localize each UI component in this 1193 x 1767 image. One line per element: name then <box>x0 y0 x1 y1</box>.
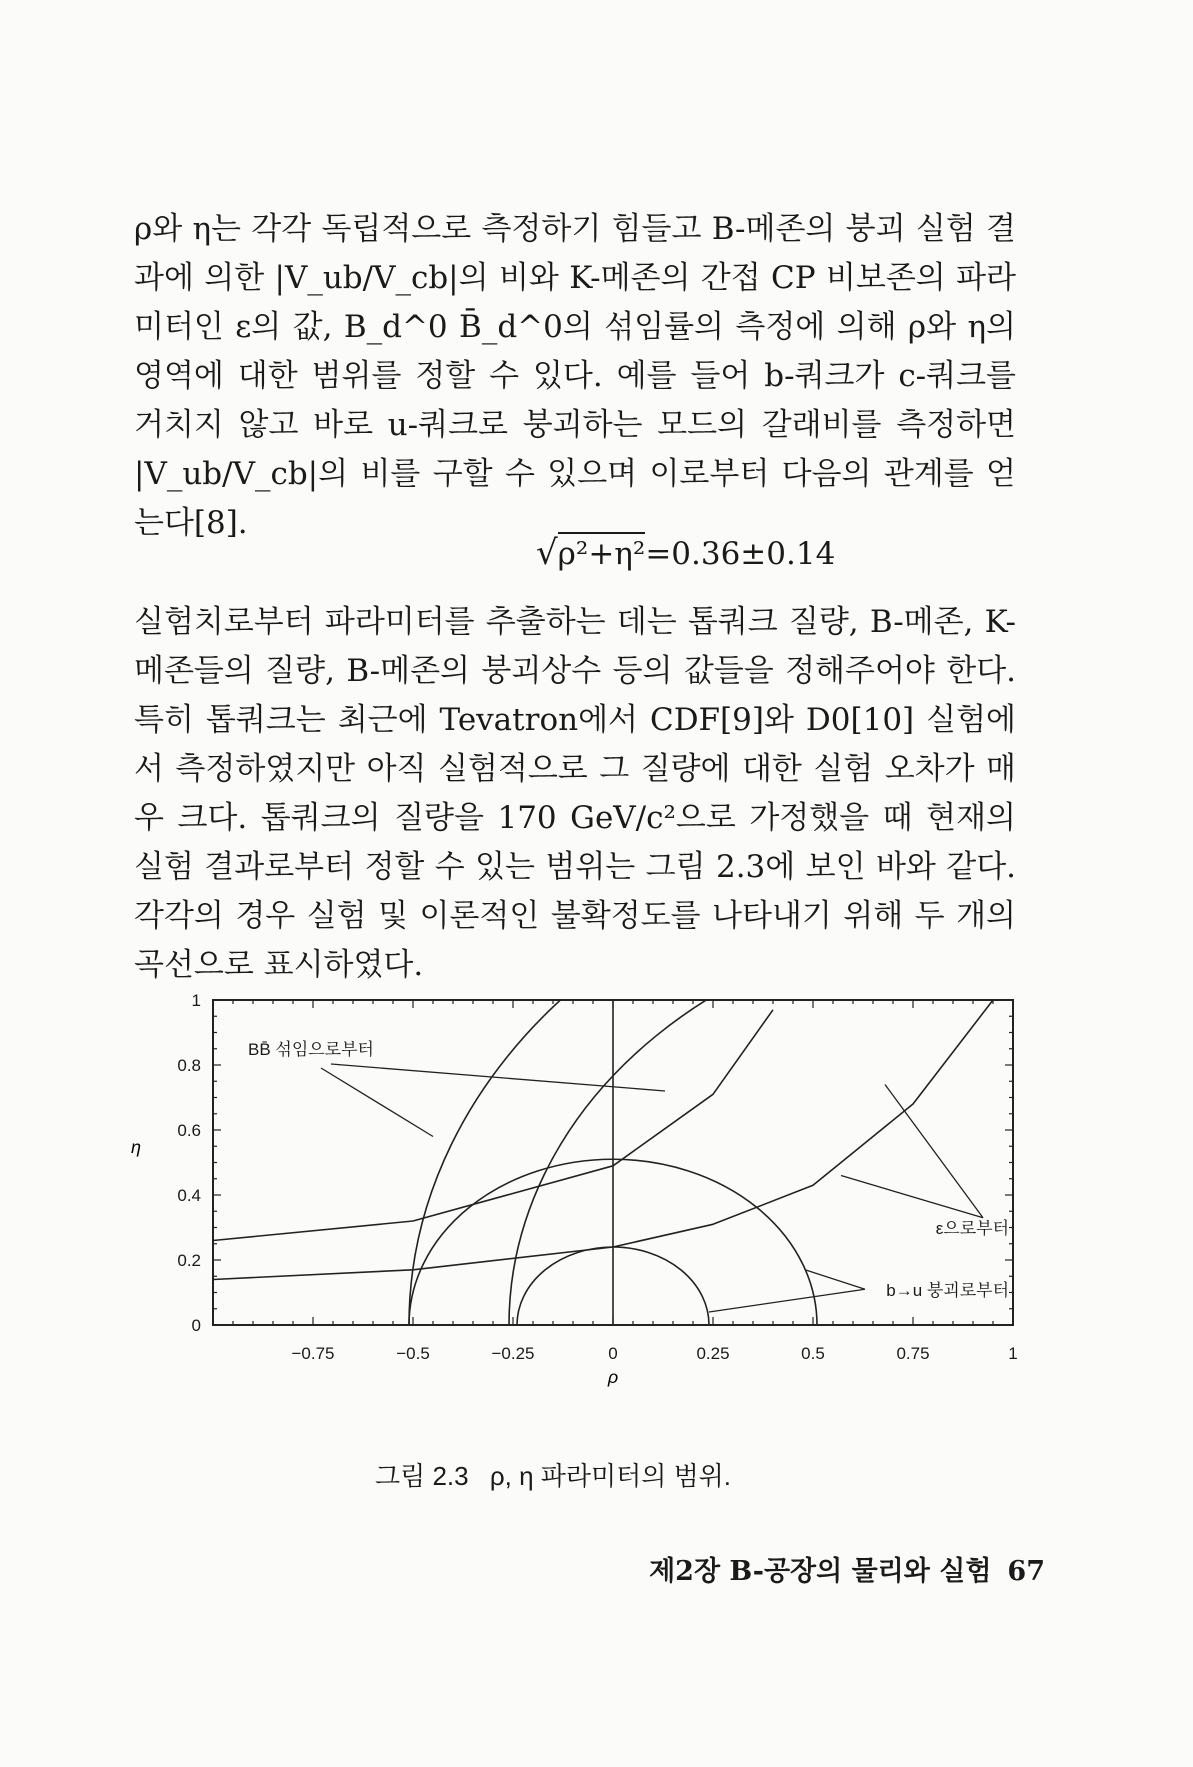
x-tick-label: −0.75 <box>291 1344 335 1363</box>
y-tick-label: 0.2 <box>177 1251 201 1270</box>
x-tick-label: 0 <box>608 1344 618 1363</box>
y-tick-label: 0.8 <box>177 1056 201 1075</box>
y-tick-label: 0 <box>191 1316 201 1335</box>
leader-btou-1 <box>709 1289 865 1312</box>
page-footer <box>649 1549 1045 1588</box>
y-tick-label: 0.6 <box>177 1121 201 1140</box>
body-paragraph-1: ρ와 η는 각각 독립적으로 측정하기 힘들고 B-메존의 붕괴 실험 결과에 의한 |V_ub/V_cb|의 비와 K-메존의 간접 CP 비보존의 파라미터인 ε의 값, B_d^0 B̄_d^0의 섞임률의 측정에 의해 ρ와 η의 영역에 대한 범위를 정할 수 있다. 예를 들어 b-쿼크가 c-쿼크를 거치지 않고 바로 u-쿼크로 붕괴하는 모드의 갈래비를 측정하면 |V_ub/V_cb|의 비를 구할 수 있으며 이로부터 다음의 관계를 얻는다[8]. <box>134 211 1016 541</box>
equation-radicand: ρ²+η² <box>558 532 646 572</box>
y-tick-label: 1 <box>191 991 201 1010</box>
curve-circle <box>509 985 1038 1430</box>
y-axis-label: η <box>131 1136 141 1157</box>
leader-epsilon-1 <box>885 1085 983 1218</box>
leader-epsilon-2 <box>841 1176 983 1218</box>
equation-rhs: =0.36±0.14 <box>645 536 836 572</box>
equation <box>536 533 835 573</box>
x-axis-label: ρ <box>607 1367 619 1387</box>
body-paragraph-2: 실험치로부터 파라미터를 추출하는 데는 톱쿼크 질량, B-메존, K-메존들의 질량, B-메존의 붕괴상수 등의 값들을 정해주어야 한다. 특히 톱쿼크는 최근에 Tevatron에서 CDF[9]와 D0[10] 실험에서 측정하였지만 아직 실험적으로 그 질량에 대한 실험 오차가 매우 크다. 톱쿼크의 질량을 170 GeV/c²으로 가정했을 때 현재의 실험 결과로부터 정할 수 있는 범위는 그림 2.3에 보인 바와 같다. 각각의 경우 실험 및 이론적인 불확정도를 나타내기 위해 두 개의 곡선으로 표시하였다. <box>134 604 1016 983</box>
sqrt-symbol: √ <box>536 533 558 573</box>
annotation-mixing: BB̄ 섞임으로부터 <box>248 1040 374 1059</box>
page-number: 67 <box>1007 1556 1045 1587</box>
leader-btou-2 <box>805 1270 865 1290</box>
chapter-title: 제2장 B-공장의 물리와 실험 <box>649 1556 992 1587</box>
x-tick-label: −0.5 <box>396 1344 430 1363</box>
x-tick-label: 0.5 <box>801 1344 825 1363</box>
x-tick-label: 1 <box>1008 1344 1018 1363</box>
x-tick-label: 0.25 <box>696 1344 730 1363</box>
x-tick-label: 0.75 <box>896 1344 930 1363</box>
annotation-epsilon: ε으로부터 <box>935 1219 1009 1238</box>
curve-circle <box>409 985 1038 1430</box>
annotation-b-to-u: b→u 붕괴로부터 <box>886 1280 1009 1300</box>
caption-text: ρ, η 파라미터의 범위. <box>489 1461 732 1491</box>
leader-mixing-1 <box>321 1068 433 1137</box>
y-tick-label: 0.4 <box>177 1186 201 1205</box>
figure-caption <box>375 1456 731 1493</box>
caption-label: 그림 2.3 <box>375 1461 469 1491</box>
x-tick-label: −0.25 <box>491 1344 535 1363</box>
rho-eta-chart <box>118 985 1038 1430</box>
figure-2-3 <box>118 985 1038 1434</box>
